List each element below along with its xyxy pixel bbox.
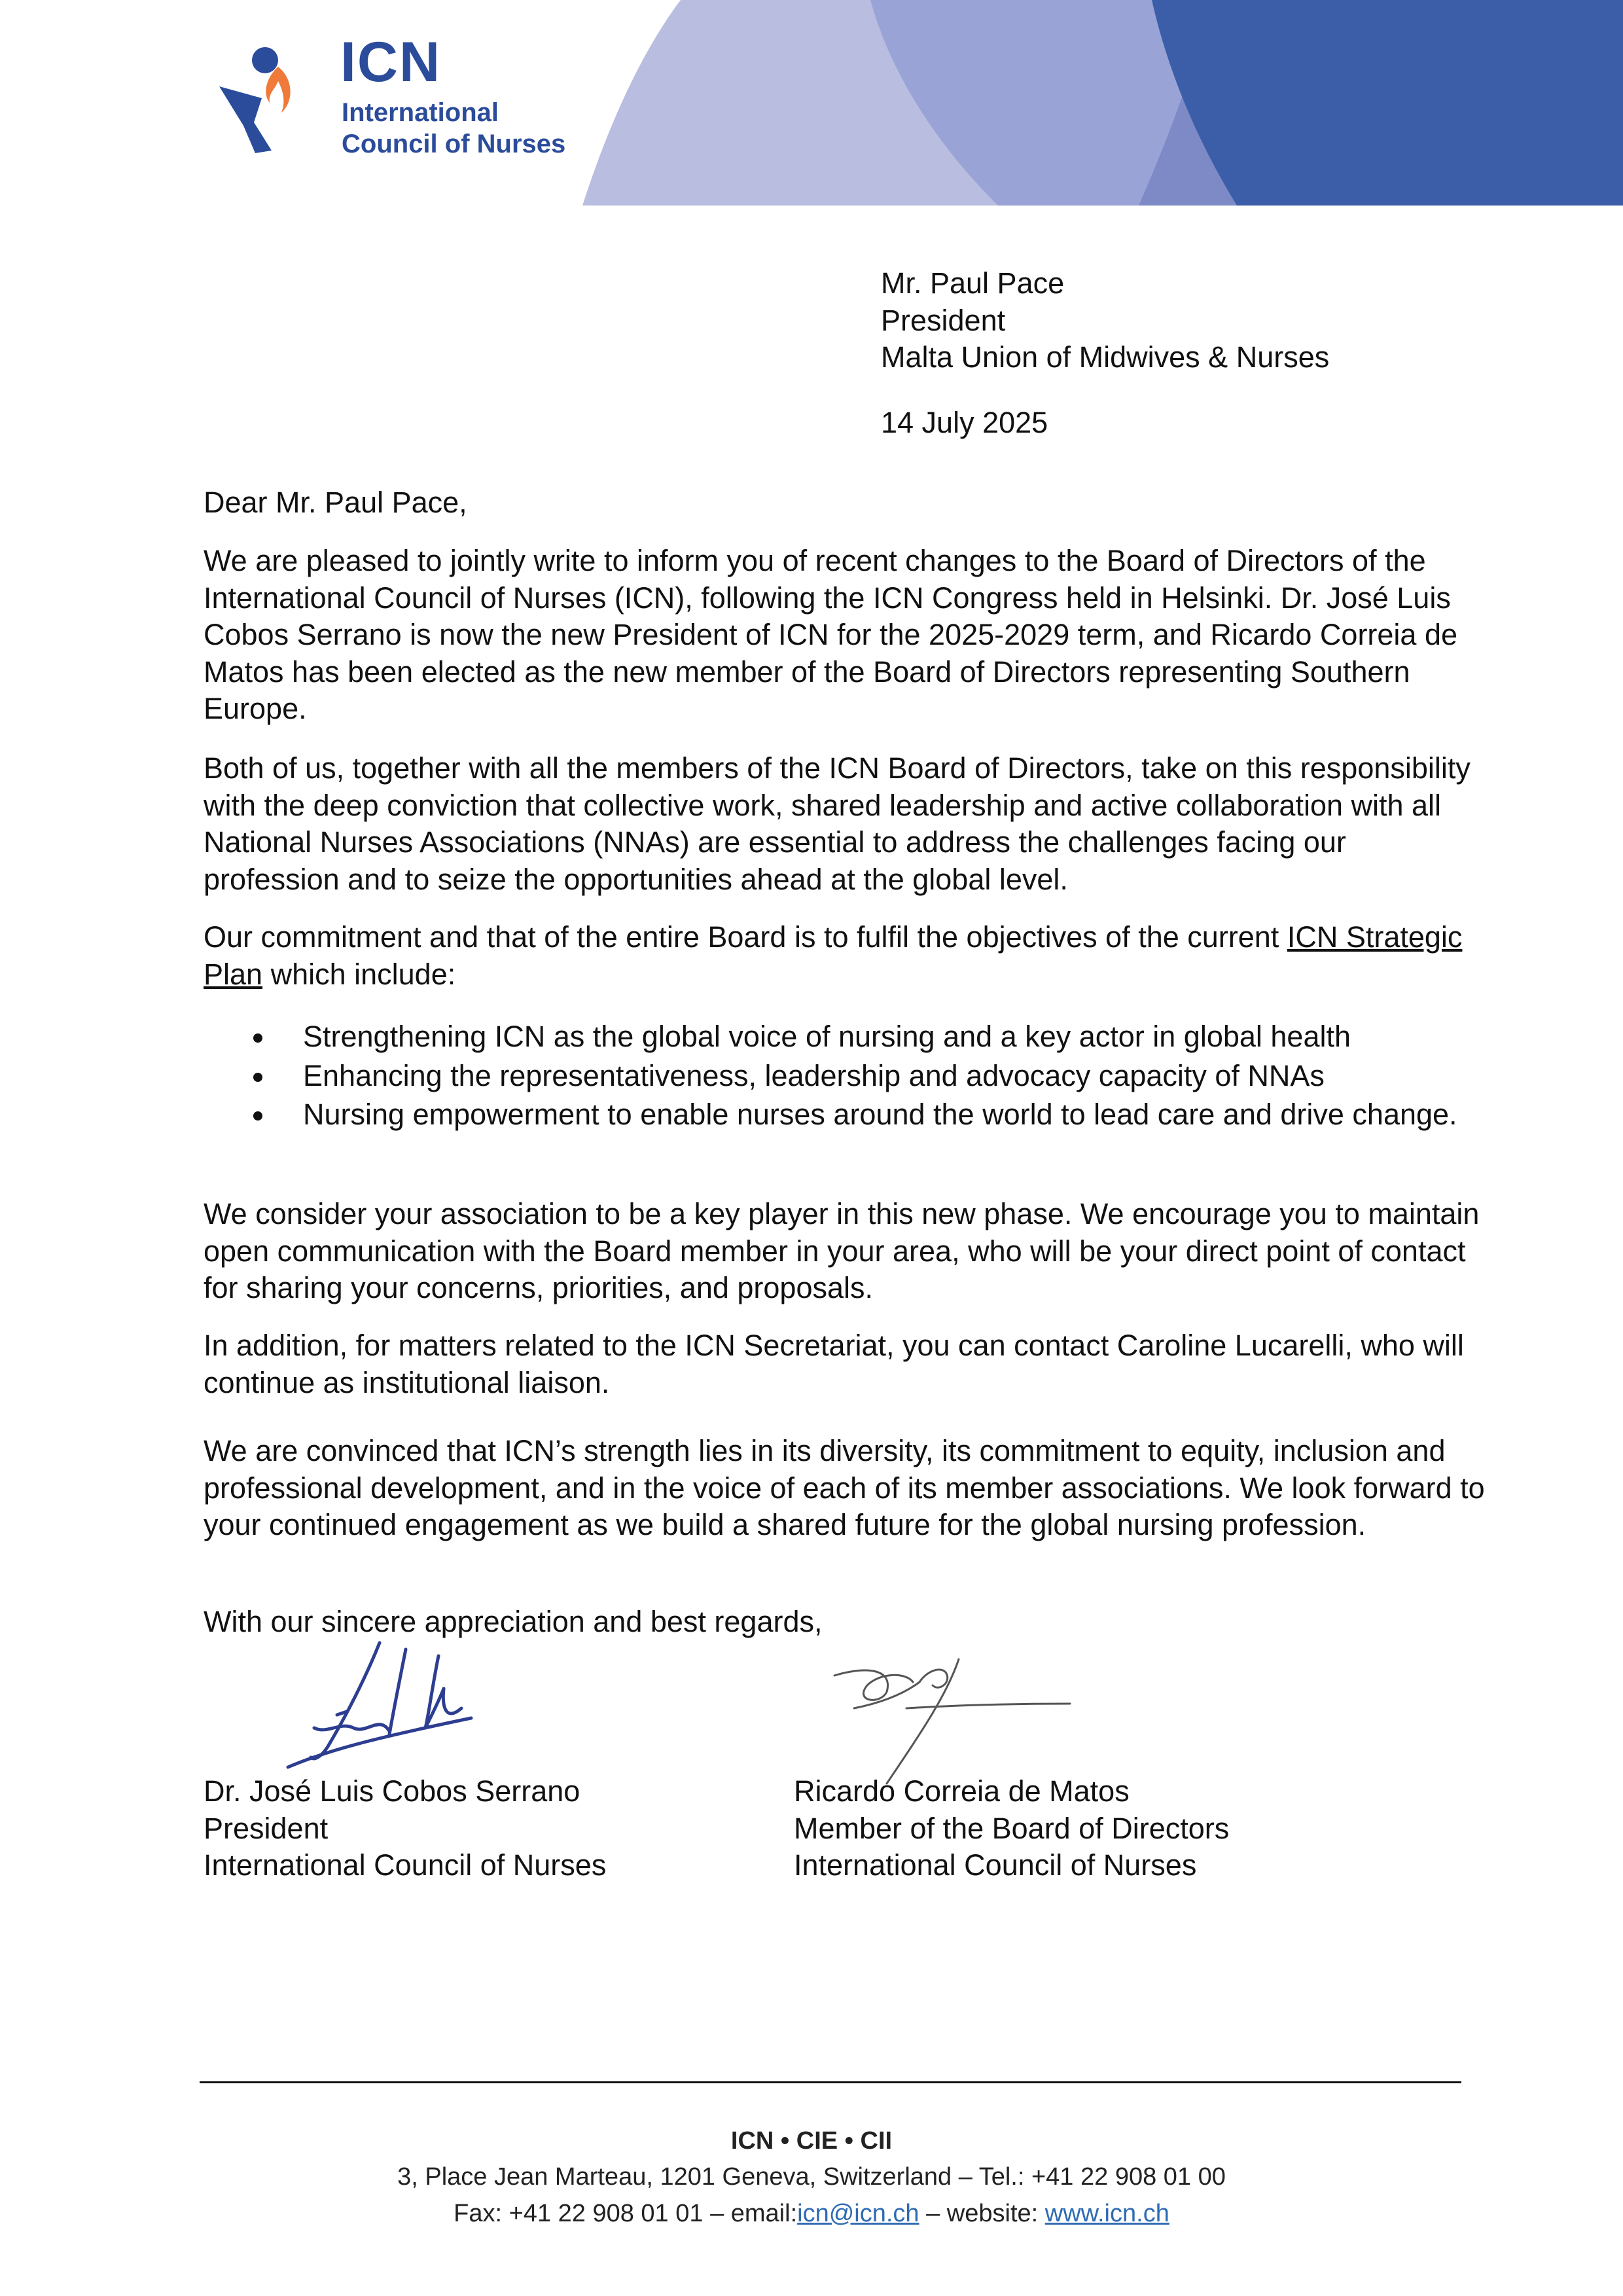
letter-date: 14 July 2025 xyxy=(881,406,1048,439)
footer-website-link[interactable]: www.icn.ch xyxy=(1044,2200,1169,2227)
signatory-role: Member of the Board of Directors xyxy=(794,1811,1230,1845)
list-item xyxy=(204,1096,1468,1134)
recipient-title: President xyxy=(881,303,1006,337)
footer-divider xyxy=(200,2081,1461,2083)
footer-fax: Fax: +41 22 908 01 01 – email: xyxy=(454,2200,798,2227)
footer-address: 3, Place Jean Marteau, 1201 Geneva, Switzerland – Tel.: +41 22 908 01 00 xyxy=(397,2163,1226,2191)
recipient-name: Mr. Paul Pace xyxy=(881,266,1065,300)
list-item-text: Strengthening ICN as the global voice of nursing and a key actor in global health xyxy=(303,1020,1351,1053)
signatory-role: President xyxy=(204,1811,329,1845)
logo-acronym: ICN xyxy=(340,31,442,94)
body-paragraph-6: We are convinced that ICN’s strength lies in its diversity, its commitment to equity, inclusion and professional development, and in the voice of each of its member associations. We look forward to your continued engagement as we build a shared future for the global nursing profession. xyxy=(204,1434,1485,1541)
board-member-signature-image xyxy=(828,1646,1077,1790)
list-item xyxy=(204,1018,1486,1056)
body-paragraph-3 xyxy=(204,919,1486,993)
president-signature-image xyxy=(275,1636,497,1780)
signatory-name: Dr. José Luis Cobos Serrano xyxy=(204,1774,580,1808)
footer-email-link[interactable]: icn@icn.ch xyxy=(797,2200,919,2227)
closing-line: With our sincere appreciation and best regards, xyxy=(204,1605,823,1638)
icn-strategic-plan-link[interactable]: ICN Strategic Plan xyxy=(204,920,1463,991)
body-paragraph-4: We consider your association to be a key player in this new phase. We encourage you to maintain open communication with the Board member in your area, who will be your direct point of contact for sharing your concerns, priorities, and proposals. xyxy=(204,1197,1480,1304)
logo-org-name xyxy=(342,97,603,160)
signatory-organization: International Council of Nurses xyxy=(794,1848,1197,1882)
signatory-organization: International Council of Nurses xyxy=(204,1848,607,1882)
bullet-icon xyxy=(253,1073,262,1082)
footer-contact xyxy=(0,2200,1623,2228)
salutation: Dear Mr. Paul Pace, xyxy=(204,486,467,519)
footer-website-label: – website: xyxy=(919,2200,1045,2227)
body-paragraph-2: Both of us, together with all the members of the ICN Board of Directors, take on this responsibility with the deep conviction that collective work, shared leadership and active collaboration with all National Nurses Associations (NNAs) are essential to address the challenges facing our profession and to seize the opportunities ahead at the global level. xyxy=(204,751,1471,896)
list-item xyxy=(204,1058,1486,1095)
objectives-list xyxy=(204,1018,1486,1134)
signatory-board-member xyxy=(794,1773,1229,1884)
body-paragraph-5: In addition, for matters related to the ICN Secretariat, you can contact Caroline Lucarelli, who will continue as institutional liaison. xyxy=(204,1329,1464,1399)
footer-acronyms: ICN • CIE • CII xyxy=(730,2127,893,2155)
bullet-icon xyxy=(253,1033,262,1043)
bullet-icon xyxy=(253,1111,262,1121)
signatory-president xyxy=(204,1773,606,1884)
icn-logo xyxy=(216,31,609,165)
list-item-text: Nursing empowerment to enable nurses around the world to lead care and drive change. xyxy=(303,1098,1457,1131)
paragraph-3-text-before: Our commitment and that of the entire Board is to fulfil the objectives of the current xyxy=(204,920,1287,954)
paragraph-3-text-after: which include: xyxy=(262,957,456,991)
logo-org-name-line2: Council of Nurses xyxy=(342,130,566,158)
logo-org-name-line1: International xyxy=(342,98,499,127)
body-paragraph-1: We are pleased to jointly write to inform you of recent changes to the Board of Directors of the International Council of Nurses (ICN), following the ICN Congress held in Helsinki. Dr. José Luis Cobos Serrano is now the new President of ICN for the 2025-2029 term, and Ricardo Correia de Matos has been elected as the new member of the Board of Directors representing Southern Europe. xyxy=(204,544,1458,725)
recipient-organization: Malta Union of Midwives & Nurses xyxy=(881,340,1330,374)
signatory-name: Ricardo Correia de Matos xyxy=(794,1774,1130,1808)
recipient-block xyxy=(881,265,1329,376)
nurse-figure-logo-icon xyxy=(216,41,314,158)
list-item-text: Enhancing the representativeness, leadership and advocacy capacity of NNAs xyxy=(303,1058,1325,1092)
